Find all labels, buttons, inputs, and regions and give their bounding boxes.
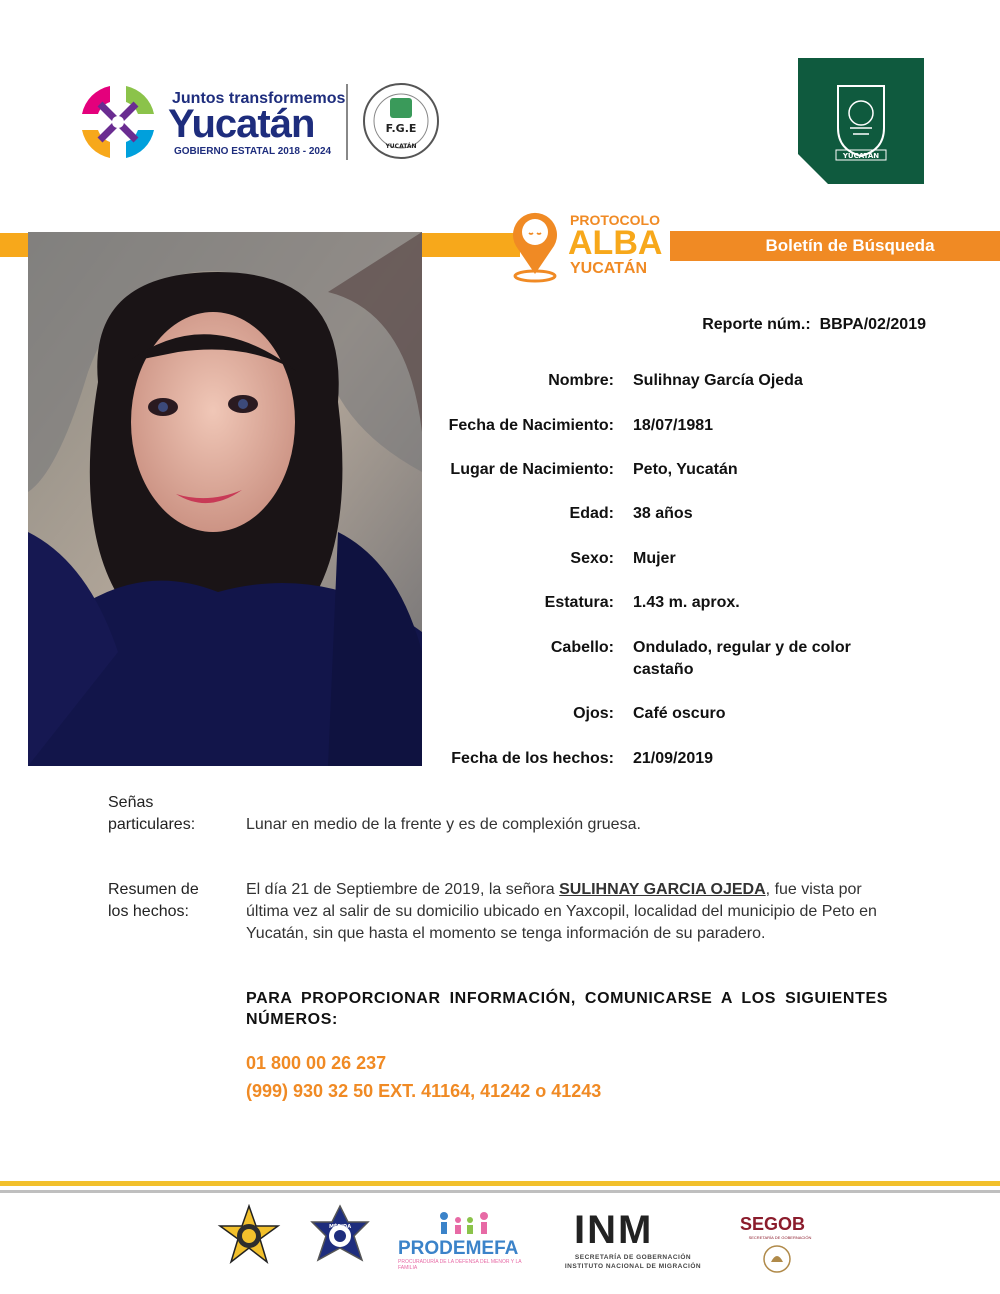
svg-text:MÉRIDA: MÉRIDA	[328, 1224, 352, 1230]
senas-text: Lunar en medio de la frente y es de complexión gruesa.	[246, 816, 641, 833]
segob-subtitle: SECRETARÍA DE GOBERNACIÓN	[748, 1235, 812, 1240]
svg-text:F.G.E: F.G.E	[385, 122, 417, 135]
prodemefa-subtitle: PROCURADURÍA DE LA DEFENSA DEL MENOR Y LA FAMILIA	[398, 1259, 522, 1271]
footer-gray-line	[0, 1190, 1000, 1193]
field-label-estatura: Estatura:	[544, 594, 614, 611]
resumen-text: El día 21 de Septiembre de 2019, la señora SULIHNAY GARCIA OJEDA, fue vista por última vez al salir de su domicilio ubicado en Yaxcopil, localidad del municipio de Peto en Yucatán, sin que hasta el momento se tenga información de su paradero.	[246, 881, 877, 942]
field-value-ojos: Café oscuro	[633, 705, 726, 722]
state-police-badge-icon	[216, 1204, 282, 1270]
prodemefa-logo-text: PRODEMEFA	[398, 1238, 519, 1259]
yucatan-government-logo	[76, 80, 160, 164]
alba-protocolo: PROTOCOLO	[570, 212, 660, 228]
prodemefa-family-icon	[436, 1210, 492, 1236]
field-value-fecha-nacimiento: 18/07/1981	[633, 417, 714, 434]
person-name-underlined: SULIHNAY GARCIA OJEDA	[559, 881, 766, 898]
inm-subtitle-2: INSTITUTO NACIONAL DE MIGRACIÓN	[564, 1263, 702, 1270]
alba-title: ALBA	[568, 224, 663, 262]
field-value-estatura: 1.43 m. aprox.	[633, 594, 740, 611]
inm-subtitle-1: SECRETARÍA DE GOBERNACIÓN	[574, 1254, 692, 1261]
alba-yucatan: YUCATÁN	[570, 260, 648, 277]
field-label-fecha-hechos: Fecha de los hechos:	[451, 750, 614, 767]
national-seal-icon	[762, 1244, 792, 1274]
government-period-text: GOBIERNO ESTATAL 2018 - 2024	[174, 146, 332, 157]
field-label-lugar-nacimiento: Lugar de Nacimiento:	[450, 461, 614, 478]
slogan-text: Juntos transformemos	[172, 90, 346, 107]
field-value-nombre: Sulihnay García Ojeda	[633, 372, 803, 389]
field-label-edad: Edad:	[569, 505, 614, 522]
location-pin-icon	[506, 206, 564, 284]
header-divider	[346, 84, 348, 160]
fge-seal-logo	[362, 82, 440, 160]
field-value-edad: 38 años	[633, 505, 693, 522]
field-label-nombre: Nombre:	[548, 372, 614, 389]
contact-heading: PARA PROPORCIONAR INFORMACIÓN, COMUNICARSE A LOS SIGUIENTES NÚMEROS:	[246, 990, 888, 1028]
report-label: Reporte núm.:	[702, 316, 811, 333]
report-value: BBPA/02/2019	[819, 316, 926, 333]
report-number	[560, 316, 926, 334]
yucatan-wordmark: Yucatán	[168, 102, 315, 146]
field-value-sexo: Mujer	[633, 550, 676, 567]
footer-gold-line	[0, 1181, 1000, 1186]
senas-label: Señas particulares:	[108, 794, 196, 833]
field-label-fecha-nacimiento: Fecha de Nacimiento:	[448, 417, 614, 434]
missing-person-photo	[28, 232, 422, 766]
segob-logo-text: SEGOB	[740, 1214, 806, 1234]
field-value-lugar-nacimiento: Peto, Yucatán	[633, 461, 738, 478]
yucatan-shield-logo	[798, 58, 924, 184]
municipal-police-badge-icon	[306, 1204, 374, 1270]
field-value-fecha-hechos: 21/09/2019	[633, 750, 714, 767]
boletin-title: Boletín de Búsqueda	[765, 236, 935, 255]
resumen-label: Resumen de los hechos:	[108, 881, 199, 920]
phone-number-2[interactable]: (999) 930 32 50 EXT. 41164, 41242 o 41243	[246, 1081, 602, 1101]
inm-logo-text: INM	[574, 1208, 654, 1252]
svg-text:YUCATÁN: YUCATÁN	[842, 152, 880, 160]
svg-text:YUCATÁN: YUCATÁN	[385, 143, 417, 150]
field-label-sexo: Sexo:	[570, 550, 614, 567]
field-value-cabello: Ondulado, regular y de color castaño	[633, 639, 851, 678]
field-label-ojos: Ojos:	[573, 705, 614, 722]
field-label-cabello: Cabello:	[550, 639, 614, 656]
phone-number-1[interactable]: 01 800 00 26 237	[246, 1053, 387, 1073]
